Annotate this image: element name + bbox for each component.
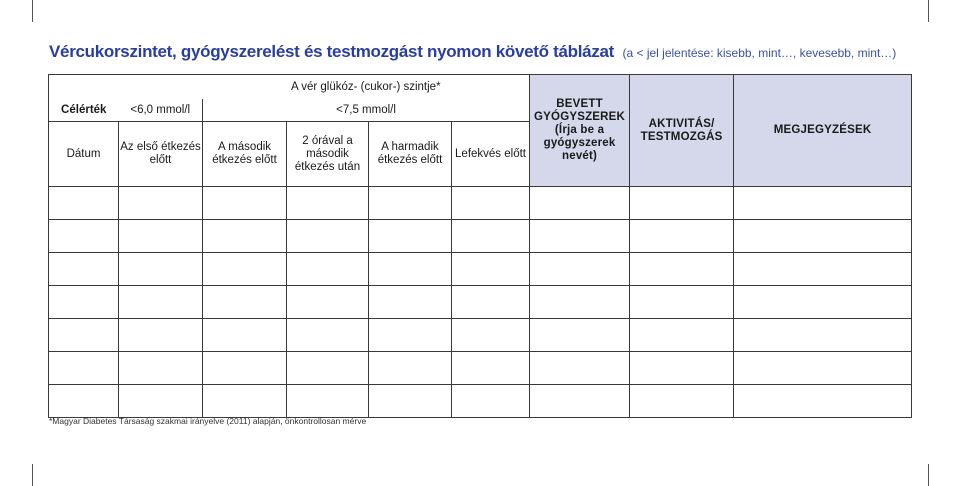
- entry-cell[interactable]: [369, 286, 452, 319]
- table-row: [49, 253, 912, 286]
- target-fasting-cell: [119, 99, 203, 122]
- entry-cell[interactable]: [369, 319, 452, 352]
- entry-cell[interactable]: [734, 286, 912, 319]
- entry-cell[interactable]: [530, 319, 630, 352]
- entry-cell[interactable]: [119, 319, 203, 352]
- entry-cell[interactable]: [630, 286, 734, 319]
- entry-cell[interactable]: [287, 220, 369, 253]
- date-label: Dátum: [66, 147, 101, 160]
- header-medication: [530, 75, 630, 187]
- footnote: *Magyar Diabetes Társaság szakmai irányelve (2011) alapján, önkontrollosan mérve: [49, 416, 367, 426]
- crop-mark-bottom-left: [32, 464, 33, 486]
- col-before-second-meal: [203, 122, 287, 187]
- entry-cell[interactable]: [734, 352, 912, 385]
- target-label: Célérték: [61, 103, 107, 116]
- entry-cell[interactable]: [530, 187, 630, 220]
- entry-cell[interactable]: [287, 187, 369, 220]
- table-row: [49, 286, 912, 319]
- notes-label: MEGJEGYZÉSEK: [773, 124, 872, 136]
- entry-cell[interactable]: [287, 352, 369, 385]
- entry-cell[interactable]: [630, 385, 734, 418]
- entry-cell[interactable]: [203, 352, 287, 385]
- entry-cell[interactable]: [287, 385, 369, 418]
- entry-cell[interactable]: [734, 187, 912, 220]
- table-row: [49, 352, 912, 385]
- before-second-meal-label: A második étkezés előtt: [212, 141, 277, 166]
- entry-cell[interactable]: [734, 319, 912, 352]
- entry-cell[interactable]: [203, 187, 287, 220]
- entry-cell[interactable]: [530, 352, 630, 385]
- entry-cell[interactable]: [452, 319, 530, 352]
- entry-cell[interactable]: [369, 352, 452, 385]
- entry-cell[interactable]: [630, 187, 734, 220]
- col-date: [49, 122, 119, 187]
- entry-rows: [49, 187, 912, 418]
- entry-cell[interactable]: [734, 220, 912, 253]
- entry-cell[interactable]: [49, 220, 119, 253]
- header-empty-date: [49, 75, 119, 100]
- entry-cell[interactable]: [530, 385, 630, 418]
- entry-cell[interactable]: [119, 187, 203, 220]
- entry-cell[interactable]: [369, 187, 452, 220]
- title-main: Vércukorszintet, gyógyszerelést és testmozgást nyomon követő táblázat: [49, 42, 615, 61]
- entry-cell[interactable]: [452, 220, 530, 253]
- entry-cell[interactable]: [203, 286, 287, 319]
- entry-cell[interactable]: [630, 253, 734, 286]
- entry-cell[interactable]: [530, 286, 630, 319]
- entry-cell[interactable]: [49, 253, 119, 286]
- entry-cell[interactable]: [452, 253, 530, 286]
- header-empty-first: [119, 75, 203, 100]
- target-other-value: <7,5 mmol/l: [336, 103, 396, 116]
- entry-cell[interactable]: [369, 253, 452, 286]
- entry-cell[interactable]: [369, 220, 452, 253]
- header-notes: [734, 75, 912, 187]
- entry-cell[interactable]: [203, 220, 287, 253]
- entry-cell[interactable]: [119, 286, 203, 319]
- entry-cell[interactable]: [630, 220, 734, 253]
- crop-mark-top-right: [928, 0, 929, 22]
- entry-cell[interactable]: [119, 253, 203, 286]
- table-row: [49, 187, 912, 220]
- entry-cell[interactable]: [734, 385, 912, 418]
- col-before-bed: [452, 122, 530, 187]
- entry-cell[interactable]: [530, 253, 630, 286]
- two-hours-after-label: 2 órával a második étkezés után: [294, 134, 361, 173]
- entry-cell[interactable]: [49, 385, 119, 418]
- medication-label: BEVETT GYÓGYSZEREK (Írja be a gyógyszerek nevét): [534, 98, 626, 162]
- entry-cell[interactable]: [49, 352, 119, 385]
- before-bed-label: Lefekvés előtt: [455, 147, 526, 160]
- table-row: [49, 319, 912, 352]
- entry-cell[interactable]: [530, 220, 630, 253]
- table-row: [49, 385, 912, 418]
- entry-cell[interactable]: [203, 319, 287, 352]
- entry-cell[interactable]: [630, 352, 734, 385]
- before-third-meal-label: A harmadik étkezés előtt: [377, 141, 443, 166]
- entry-cell[interactable]: [203, 253, 287, 286]
- title-note: (a < jel jelentése: kisebb, mint…, kevesebb, mint…): [622, 46, 897, 60]
- target-label-cell: [49, 99, 119, 122]
- tracking-table: [48, 74, 912, 418]
- entry-cell[interactable]: [119, 352, 203, 385]
- entry-cell[interactable]: [49, 187, 119, 220]
- crop-mark-bottom-right: [928, 464, 929, 486]
- glucose-level-label: A vér glükóz- (cukor-) szintje*: [291, 80, 441, 93]
- entry-cell[interactable]: [630, 319, 734, 352]
- entry-cell[interactable]: [287, 286, 369, 319]
- entry-cell[interactable]: [369, 385, 452, 418]
- header-glucose-level: [203, 75, 530, 100]
- page-title: [49, 42, 896, 62]
- entry-cell[interactable]: [49, 286, 119, 319]
- col-two-hours-after-second: [287, 122, 369, 187]
- entry-cell[interactable]: [119, 385, 203, 418]
- before-first-meal-label: Az első étkezés előtt: [120, 141, 201, 166]
- crop-mark-top-left: [32, 0, 33, 22]
- entry-cell[interactable]: [452, 352, 530, 385]
- entry-cell[interactable]: [287, 319, 369, 352]
- table-row: [49, 220, 912, 253]
- entry-cell[interactable]: [452, 286, 530, 319]
- entry-cell[interactable]: [452, 385, 530, 418]
- entry-cell[interactable]: [119, 220, 203, 253]
- target-other-cell: [203, 99, 530, 122]
- header-activity: [630, 75, 734, 187]
- col-before-third-meal: [369, 122, 452, 187]
- col-before-first-meal: [119, 122, 203, 187]
- entry-cell[interactable]: [203, 385, 287, 418]
- entry-cell[interactable]: [734, 253, 912, 286]
- entry-cell[interactable]: [287, 253, 369, 286]
- target-fasting-value: <6,0 mmol/l: [130, 103, 191, 116]
- activity-label: AKTIVITÁS/ TESTMOZGÁS: [640, 117, 723, 143]
- entry-cell[interactable]: [49, 319, 119, 352]
- entry-cell[interactable]: [452, 187, 530, 220]
